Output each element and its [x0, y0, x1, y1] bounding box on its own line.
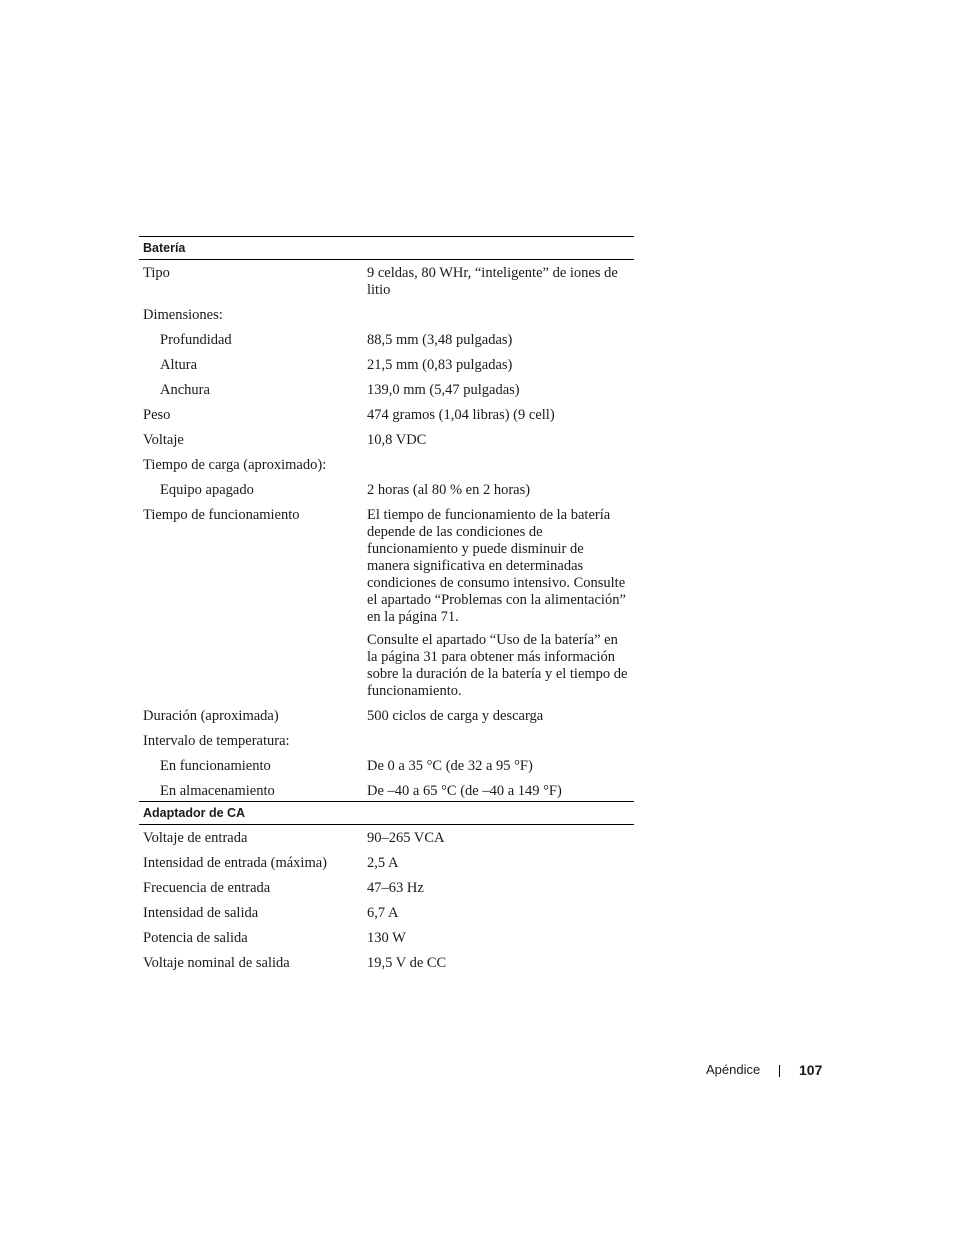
- spec-label: Voltaje: [143, 432, 184, 448]
- spec-value: [367, 332, 632, 349]
- footer-page-number: 107: [799, 1062, 823, 1078]
- spec-row: [139, 403, 634, 428]
- spec-value: [367, 930, 632, 947]
- spec-value-text: De –40 a 65 °C (de –40 a 149 °F): [367, 783, 562, 799]
- spec-value: [367, 407, 632, 424]
- spec-value: [367, 830, 632, 847]
- spec-label: En funcionamiento: [160, 758, 271, 774]
- spec-label: Duración (aproximada): [143, 708, 279, 724]
- spec-row: [139, 453, 634, 478]
- spec-row: [139, 261, 634, 303]
- spec-value-text: 10,8 VDC: [367, 432, 427, 448]
- spec-value: [367, 265, 632, 299]
- spec-value-text: De 0 a 35 °C (de 32 a 95 °F): [367, 758, 533, 774]
- spec-value-text: 2 horas (al 80 % en 2 horas): [367, 482, 531, 498]
- spec-row: [139, 328, 634, 353]
- spec-value-text: 139,0 mm (5,47 pulgadas): [367, 382, 520, 398]
- spec-value-text: 47–63 Hz: [367, 880, 424, 896]
- spec-value: [367, 708, 632, 725]
- spec-row: [139, 353, 634, 378]
- spec-row: [139, 754, 634, 779]
- spec-label: Profundidad: [160, 332, 232, 348]
- spec-value: [367, 855, 632, 872]
- spec-label: Potencia de salida: [143, 930, 248, 946]
- spec-value-text: 130 W: [367, 930, 406, 946]
- footer-divider: [779, 1065, 780, 1077]
- spec-value: [367, 457, 632, 474]
- spec-value: [367, 905, 632, 922]
- spec-value-text: 88,5 mm (3,48 pulgadas): [367, 332, 513, 348]
- spec-value-text: 21,5 mm (0,83 pulgadas): [367, 357, 513, 373]
- spec-value-text: 90–265 VCA: [367, 830, 445, 846]
- spec-label: Tipo: [143, 265, 170, 281]
- spec-value: [367, 955, 632, 972]
- spec-value: [367, 880, 632, 897]
- spec-label: En almacenamiento: [160, 783, 275, 799]
- page-footer: [700, 1060, 830, 1080]
- spec-label: Anchura: [160, 382, 210, 398]
- spec-value-text: 500 ciclos de carga y descarga: [367, 708, 544, 724]
- spec-label: Intensidad de salida: [143, 905, 259, 921]
- ac-adapter-spec-table: [139, 801, 634, 976]
- spec-row: [139, 704, 634, 729]
- spec-row: [139, 901, 634, 926]
- spec-row: [139, 926, 634, 951]
- spec-label: Dimensiones:: [143, 307, 223, 323]
- spec-row: [139, 428, 634, 453]
- spec-row: [139, 876, 634, 901]
- spec-label: Voltaje de entrada: [143, 830, 248, 846]
- spec-value: [367, 357, 632, 374]
- battery-spec-table: [139, 236, 634, 804]
- spec-value-text: 2,5 A: [367, 855, 399, 871]
- spec-label: Voltaje nominal de salida: [143, 955, 290, 971]
- spec-row: [139, 503, 634, 704]
- spec-value: [367, 783, 632, 800]
- footer-section-title: Apéndice: [706, 1062, 761, 1077]
- battery-rows: [139, 260, 634, 804]
- spec-value: [367, 382, 632, 399]
- spec-label: Intensidad de entrada (máxima): [143, 855, 327, 871]
- spec-label: Peso: [143, 407, 171, 423]
- battery-section-header: Batería: [139, 236, 634, 260]
- ac-adapter-section-header: Adaptador de CA: [139, 801, 634, 825]
- ac-adapter-rows: [139, 825, 634, 976]
- spec-row: [139, 303, 634, 328]
- spec-label: Tiempo de funcionamiento: [143, 507, 300, 523]
- spec-label: Equipo apagado: [160, 482, 254, 498]
- spec-value-text: 9 celdas, 80 WHr, “inteligente” de iones de litio: [367, 265, 618, 298]
- spec-value-text: 474 gramos (1,04 libras) (9 cell): [367, 407, 555, 423]
- spec-row: [139, 826, 634, 851]
- spec-row: [139, 729, 634, 754]
- spec-label: Tiempo de carga (aproximado):: [143, 457, 327, 473]
- spec-value-text: 19,5 V de CC: [367, 955, 447, 971]
- spec-value: [367, 432, 632, 449]
- spec-value: [367, 758, 632, 775]
- spec-value-text: Consulte el apartado “Uso de la batería” en la página 31 para obtener más información sobre la duración de la batería y el tiempo de funcionamiento.: [367, 632, 628, 699]
- spec-value-text: 6,7 A: [367, 905, 399, 921]
- spec-value: [367, 307, 632, 324]
- spec-value: [367, 507, 632, 700]
- spec-label: Altura: [160, 357, 198, 373]
- spec-label: Intervalo de temperatura:: [143, 733, 290, 749]
- spec-value-text: El tiempo de funcionamiento de la batería depende de las condiciones de funcionamiento y puede disminuir de manera significativa en determinadas condiciones de consumo intensivo. Consulte el apartado “Problemas con la alimentación” en la página 71.: [367, 507, 626, 625]
- spec-row: [139, 378, 634, 403]
- spec-row: [139, 478, 634, 503]
- spec-row: [139, 851, 634, 876]
- spec-value: [367, 482, 632, 499]
- spec-value: [367, 733, 632, 750]
- spec-label: Frecuencia de entrada: [143, 880, 271, 896]
- spec-row: [139, 951, 634, 976]
